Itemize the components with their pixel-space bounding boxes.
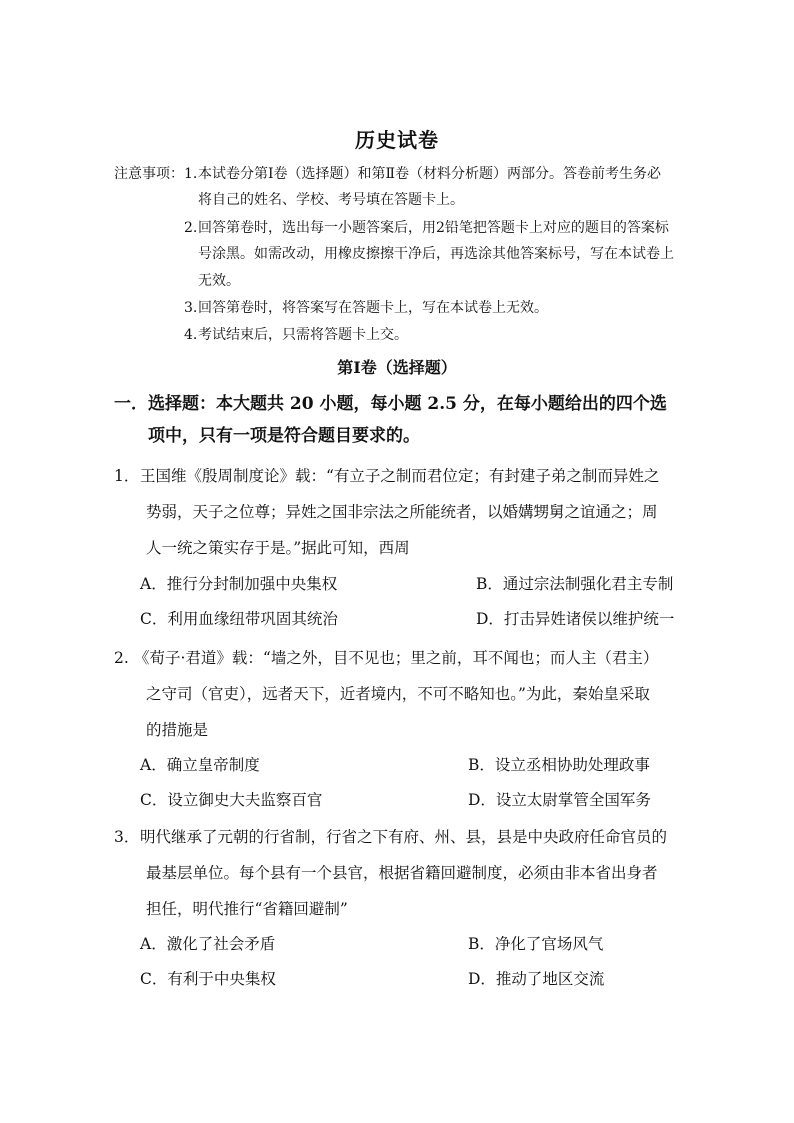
question-number: 2.	[114, 649, 129, 667]
section-line: 项中，只有一项是符合题目要求的。	[148, 426, 420, 446]
note-line: 回答第卷时，将答案写在答题卡上，写在本试卷上无效。	[198, 300, 548, 316]
question-line: 王国维《殷周制度论》载：“有立子之制而君位定；有封建子弟之制而异姓之	[140, 467, 660, 485]
question-line: 《荀子·君道》载：“墙之外，目不见也；里之前，耳不闻也；而人主（君主）	[134, 649, 659, 667]
note-line: 号涂黑。如需改动，用橡皮擦擦干净后，再选涂其他答案标号，写在本试卷上	[198, 246, 674, 262]
option-a[interactable]: A．确立皇帝制度	[140, 756, 260, 774]
note-number: 3.	[184, 300, 198, 316]
question-line: 最基层单位。每个县有一个县官，根据省籍回避制度，必须由非本省出身者	[146, 864, 658, 882]
option-c[interactable]: C．有利于中央集权	[140, 970, 276, 988]
option-a[interactable]: A．激化了社会矛盾	[140, 935, 276, 953]
volume-title: 第Ⅰ卷（选择题）	[337, 358, 457, 377]
question-line: 担任，明代推行“省籍回避制”	[146, 900, 348, 918]
option-c[interactable]: C．设立御史大夫监察百官	[140, 791, 323, 809]
option-b[interactable]: B．设立丞相协助处理政事	[468, 756, 650, 774]
note-number: 2.	[184, 220, 198, 236]
option-b[interactable]: B．净化了官场风气	[468, 935, 604, 953]
question-line: 的措施是	[146, 721, 209, 739]
note-line: 将自己的姓名、学校、考号填在答题卡上。	[198, 192, 464, 208]
option-c[interactable]: C．利用血缘纽带巩固其统治	[140, 610, 338, 628]
option-b[interactable]: B．通过宗法制强化君主专制	[476, 575, 674, 593]
note-line: 本试卷分第Ⅰ卷（选择题）和第Ⅱ卷（材料分析题）两部分。答卷前考生务必	[198, 166, 662, 182]
note-number: 1.	[184, 166, 198, 182]
question-number: 3．	[114, 828, 140, 846]
section-line: 一．选择题：本大题共 20 小题，每小题 2.5 分，在每小题给出的四个选	[114, 394, 667, 414]
option-a[interactable]: A．推行分封制加强中央集权	[140, 575, 338, 593]
question-line: 势弱，天子之位尊；异姓之国非宗法之所能统者，以婚媾甥舅之谊通之；周	[146, 503, 658, 521]
option-d[interactable]: D．推动了地区交流	[468, 970, 605, 988]
question-line: 明代继承了元朝的行省制，行省之下有府、州、县，县是中央政府任命官员的	[140, 828, 668, 846]
note-line: 考试结束后，只需将答题卡上交。	[198, 327, 408, 343]
option-d[interactable]: D．设立太尉掌管全国军务	[468, 791, 651, 809]
question-line: 人一统之策实存于是。”据此可知，西周	[146, 539, 410, 557]
note-line: 无效。	[198, 273, 240, 289]
notes-label: 注意事项：	[114, 166, 184, 182]
question-number: 1．	[114, 467, 140, 485]
note-number: 4.	[184, 327, 198, 343]
question-line: 之守司（官吏），远者天下，近者境内，不可不略知也。”为此，秦始皇采取	[146, 685, 650, 703]
note-line: 回答第卷时，选出每一小题答案后，用2铅笔把答题卡上对应的题目的答案标	[198, 220, 669, 236]
page-title: 历史试卷	[355, 128, 439, 152]
option-d[interactable]: D．打击异姓诸侯以维护统一	[476, 610, 675, 628]
